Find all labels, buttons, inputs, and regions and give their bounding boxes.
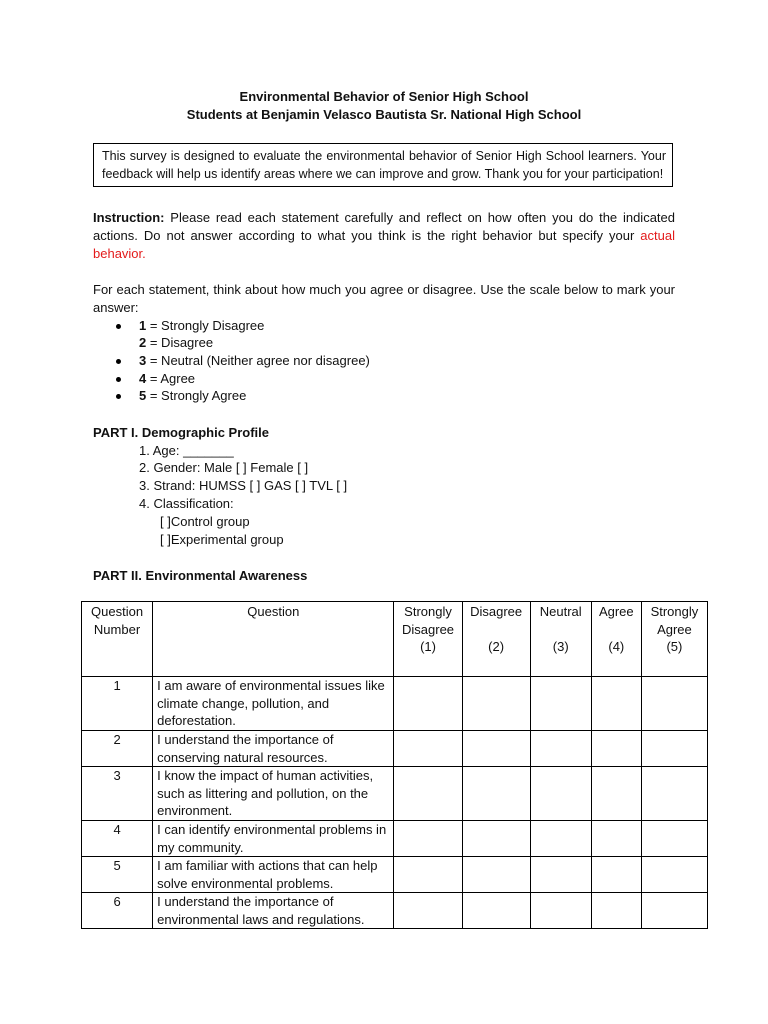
table-row	[82, 731, 708, 767]
classification-label: 4. Classification:	[139, 496, 234, 511]
question-number: 4	[82, 821, 153, 857]
table-row	[82, 767, 708, 821]
question-number: 5	[82, 857, 153, 893]
table-row	[82, 857, 708, 893]
question-number: 2	[82, 731, 153, 767]
header-disagree: Disagree (2)	[462, 602, 530, 677]
answer-cell-3[interactable]	[530, 893, 591, 929]
awareness-table	[81, 601, 708, 929]
gender-field[interactable]: 2. Gender: Male [ ] Female [ ]	[139, 460, 309, 475]
question-number: 3	[82, 767, 153, 821]
header-strongly-agree: Strongly Agree (5)	[641, 602, 707, 677]
answer-cell-5[interactable]	[641, 821, 707, 857]
answer-cell-2[interactable]	[462, 677, 530, 731]
scale-item: 2 = Disagree	[139, 335, 214, 350]
scale-item: 3 = Neutral (Neither agree nor disagree)	[139, 353, 370, 368]
question-text: I can identify environmental problems in my community.	[153, 821, 394, 857]
table-row	[82, 821, 708, 857]
experimental-group-option[interactable]: [ ]Experimental group	[160, 532, 284, 547]
question-text: I am aware of environmental issues like climate change, pollution, and deforestation.	[153, 677, 394, 731]
bullet-icon	[116, 394, 121, 399]
scale-intro: For each statement, think about how much you agree or disagree. Use the scale below to mark your answer:	[93, 282, 675, 315]
table-row	[82, 677, 708, 731]
answer-cell-1[interactable]	[394, 767, 462, 821]
answer-cell-1[interactable]	[394, 677, 462, 731]
question-text: I am familiar with actions that can help solve environmental problems.	[153, 857, 394, 893]
answer-cell-5[interactable]	[641, 857, 707, 893]
answer-cell-1[interactable]	[394, 893, 462, 929]
answer-cell-2[interactable]	[462, 821, 530, 857]
answer-cell-3[interactable]	[530, 731, 591, 767]
answer-cell-2[interactable]	[462, 731, 530, 767]
part1-title: PART I. Demographic Profile	[93, 425, 270, 440]
answer-cell-4[interactable]	[591, 767, 641, 821]
answer-cell-4[interactable]	[591, 857, 641, 893]
answer-cell-1[interactable]	[394, 821, 462, 857]
instruction-label: Instruction:	[93, 210, 165, 225]
question-text: I understand the importance of conserving natural resources.	[153, 731, 394, 767]
answer-cell-5[interactable]	[641, 893, 707, 929]
question-text: I understand the importance of environmental laws and regulations.	[153, 893, 394, 929]
age-field[interactable]: 1. Age: _______	[139, 443, 234, 458]
question-number: 6	[82, 893, 153, 929]
answer-cell-5[interactable]	[641, 677, 707, 731]
answer-cell-2[interactable]	[462, 767, 530, 821]
header-agree: Agree (4)	[591, 602, 641, 677]
scale-item: 4 = Agree	[139, 371, 196, 386]
scale-item: 5 = Strongly Agree	[139, 388, 247, 403]
intro-text: This survey is designed to evaluate the environmental behavior of Senior High School learners. Your feedback will help us identify areas where we can improve and grow. Thank you for your participation!	[102, 149, 666, 181]
answer-cell-4[interactable]	[591, 893, 641, 929]
table-header-row	[82, 602, 708, 677]
part2-title: PART II. Environmental Awareness	[93, 568, 308, 583]
answer-cell-1[interactable]	[394, 857, 462, 893]
answer-cell-3[interactable]	[530, 677, 591, 731]
answer-cell-2[interactable]	[462, 893, 530, 929]
answer-cell-4[interactable]	[591, 677, 641, 731]
answer-cell-1[interactable]	[394, 731, 462, 767]
answer-cell-3[interactable]	[530, 821, 591, 857]
control-group-option[interactable]: [ ]Control group	[160, 514, 250, 529]
document-title-line-2: Students at Benjamin Velasco Bautista Sr. National High School	[186, 107, 582, 122]
question-text: I know the impact of human activities, such as littering and pollution, on the environment.	[153, 767, 394, 821]
table-row	[82, 893, 708, 929]
answer-cell-4[interactable]	[591, 731, 641, 767]
intro-box	[93, 143, 673, 187]
strand-field[interactable]: 3. Strand: HUMSS [ ] GAS [ ] TVL [ ]	[139, 478, 348, 493]
bullet-icon	[116, 324, 121, 329]
answer-cell-2[interactable]	[462, 857, 530, 893]
header-question: Question	[153, 602, 394, 677]
answer-cell-5[interactable]	[641, 731, 707, 767]
document-title-line-1: Environmental Behavior of Senior High School	[239, 89, 529, 104]
bullet-icon	[116, 377, 121, 382]
instruction-text: Please read each statement carefully and reflect on how often you do the indicated actions. Do not answer according to what you think is the right behavior but specify your	[93, 210, 675, 243]
header-strongly-disagree: Strongly Disagree (1)	[394, 602, 462, 677]
scale-item: 1 = Strongly Disagree	[139, 318, 265, 333]
header-neutral: Neutral (3)	[530, 602, 591, 677]
bullet-icon	[116, 359, 121, 364]
instruction-highlight: actual behavior.	[93, 228, 675, 261]
header-question-number: Question Number	[82, 602, 153, 677]
instruction-paragraph	[93, 209, 675, 263]
answer-cell-3[interactable]	[530, 857, 591, 893]
question-number: 1	[82, 677, 153, 731]
answer-cell-5[interactable]	[641, 767, 707, 821]
answer-cell-4[interactable]	[591, 821, 641, 857]
answer-cell-3[interactable]	[530, 767, 591, 821]
